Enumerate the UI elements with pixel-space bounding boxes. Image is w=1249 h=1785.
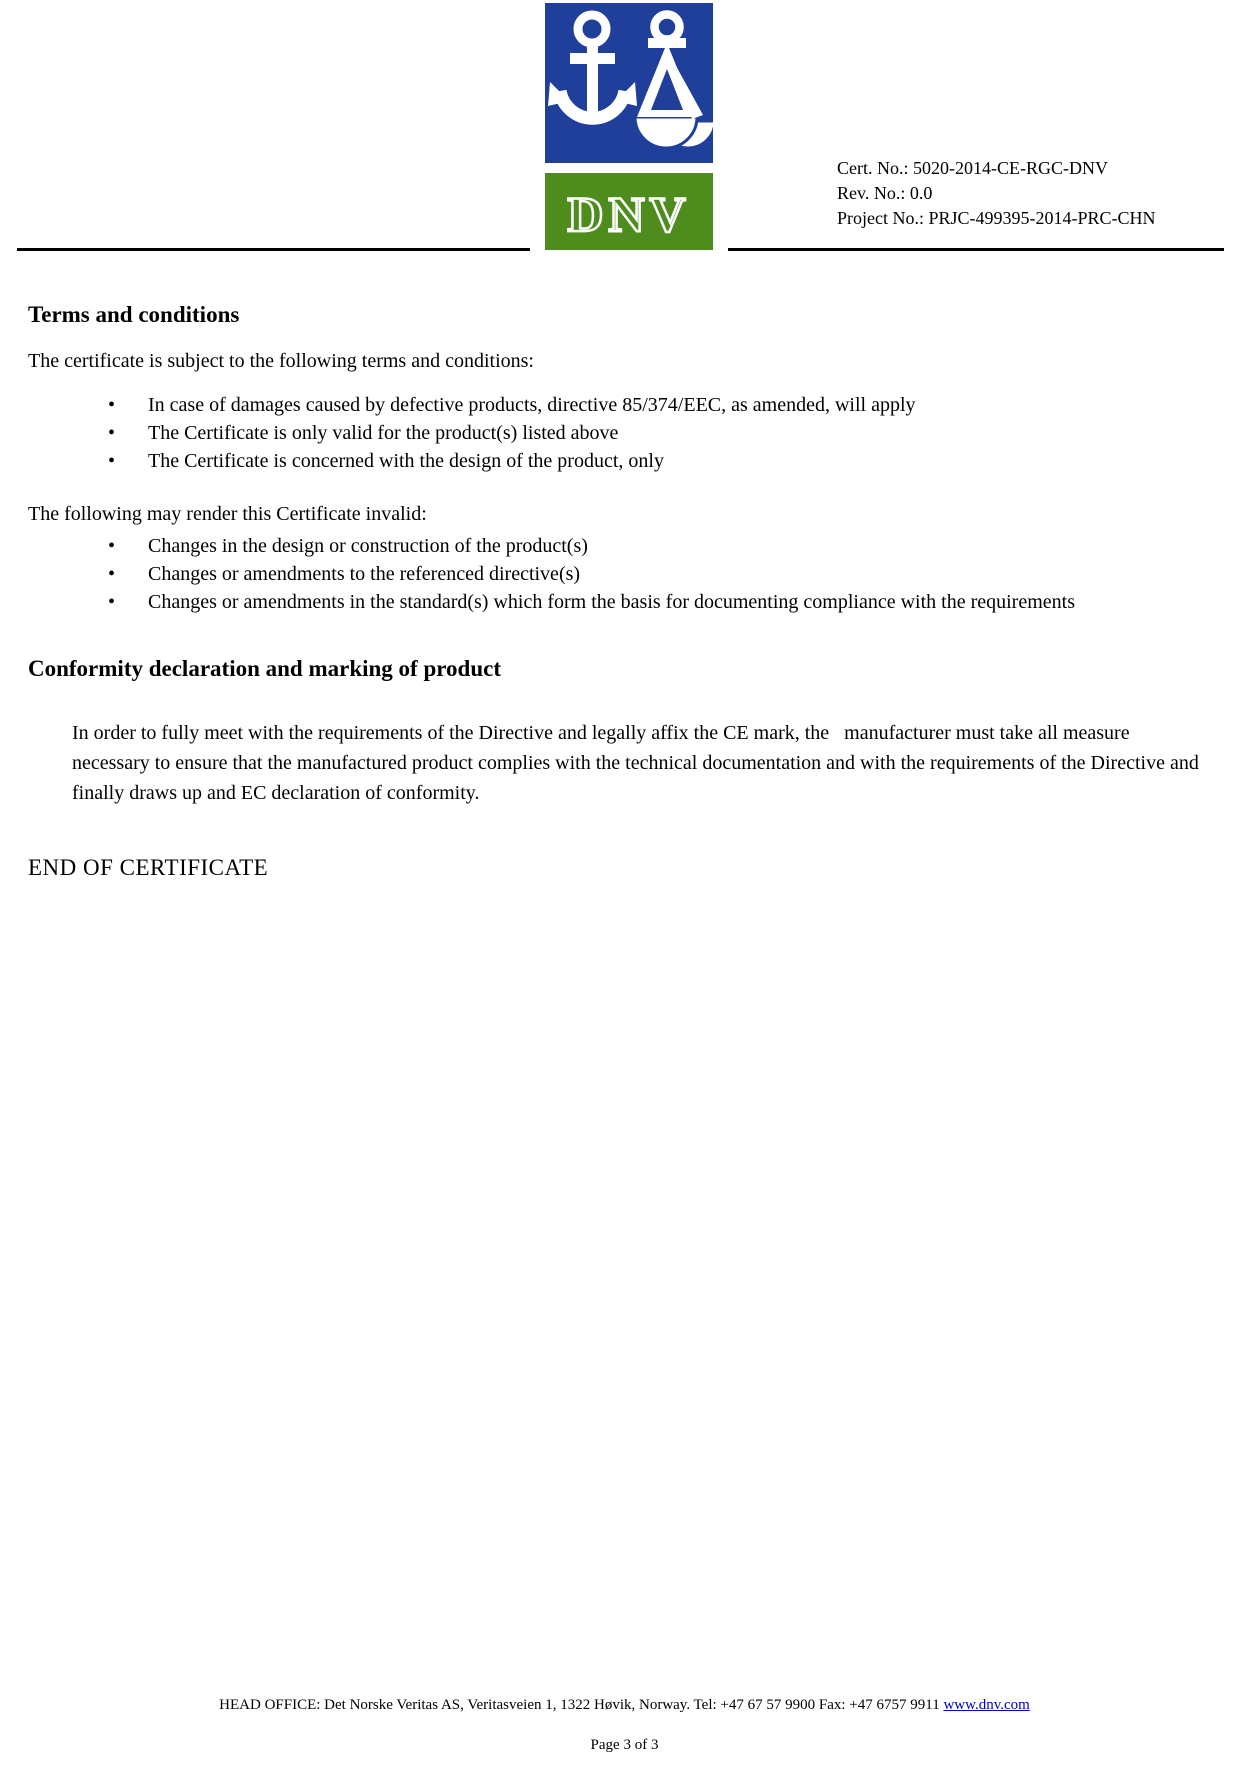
invalid-bullet-list [148, 532, 1228, 616]
list-item: • Changes in the design or construction of the product(s) [148, 532, 1228, 560]
terms-bullet-list [148, 391, 1228, 475]
certificate-body [28, 300, 1228, 881]
list-item: • Changes or amendments in the standard(s) which form the basis for documenting compliance with the requirements [148, 588, 1228, 616]
scales-icon [635, 15, 713, 149]
head-office-text: HEAD OFFICE: Det Norske Veritas AS, Veritasveien 1, 1322 Høvik, Norway. Tel: +47 67 57 9900 Fax: +47 6757 9911 [219, 1697, 944, 1713]
dnv-wordmark [545, 173, 713, 250]
cert-number: Cert. No.: 5020-2014-CE-RGC-DNV [837, 158, 1108, 178]
invalid-intro: The following may render this Certificate invalid: [28, 503, 427, 525]
conformity-body: In order to fully meet with the requirements of the Directive and legally affix the CE mark, the manufacturer must take all measure necessary to ensure that the manufactured product complies with the technical documentation and with the requirements of the Directive and finally draws up and EC declaration of conformity. [72, 722, 1204, 804]
list-item: • The Certificate is only valid for the product(s) listed above [148, 419, 1228, 447]
footer-office-line [0, 1695, 1249, 1715]
terms-intro: The certificate is subject to the following terms and conditions: [28, 350, 534, 372]
header-rule-left [17, 248, 530, 251]
list-item: • The Certificate is concerned with the design of the product, only [148, 447, 1228, 475]
terms-heading: Terms and conditions [28, 302, 240, 327]
revision-number: Rev. No.: 0.0 [837, 183, 933, 203]
list-item: • Changes or amendments to the referenced directive(s) [148, 560, 1228, 588]
dnv-wordmark-svg [545, 173, 713, 251]
end-of-certificate: END OF CERTIFICATE [28, 855, 269, 880]
logo-text: DNV [567, 185, 691, 242]
header-rule-right [728, 248, 1224, 251]
dnv-logo [545, 3, 713, 250]
dnv-emblem [545, 3, 713, 163]
certificate-meta [837, 156, 1156, 231]
list-item: • In case of damages caused by defective products, directive 85/374/EEC, as amended, will apply [148, 391, 1228, 419]
conformity-heading: Conformity declaration and marking of product [28, 656, 501, 681]
anchor-icon [548, 15, 637, 118]
project-number: Project No.: PRJC-499395-2014-PRC-CHN [837, 208, 1156, 228]
page-number: Page 3 of 3 [590, 1737, 659, 1753]
anchor-scales-emblem [545, 3, 713, 163]
dnv-website-link[interactable]: www.dnv.com [943, 1697, 1030, 1713]
